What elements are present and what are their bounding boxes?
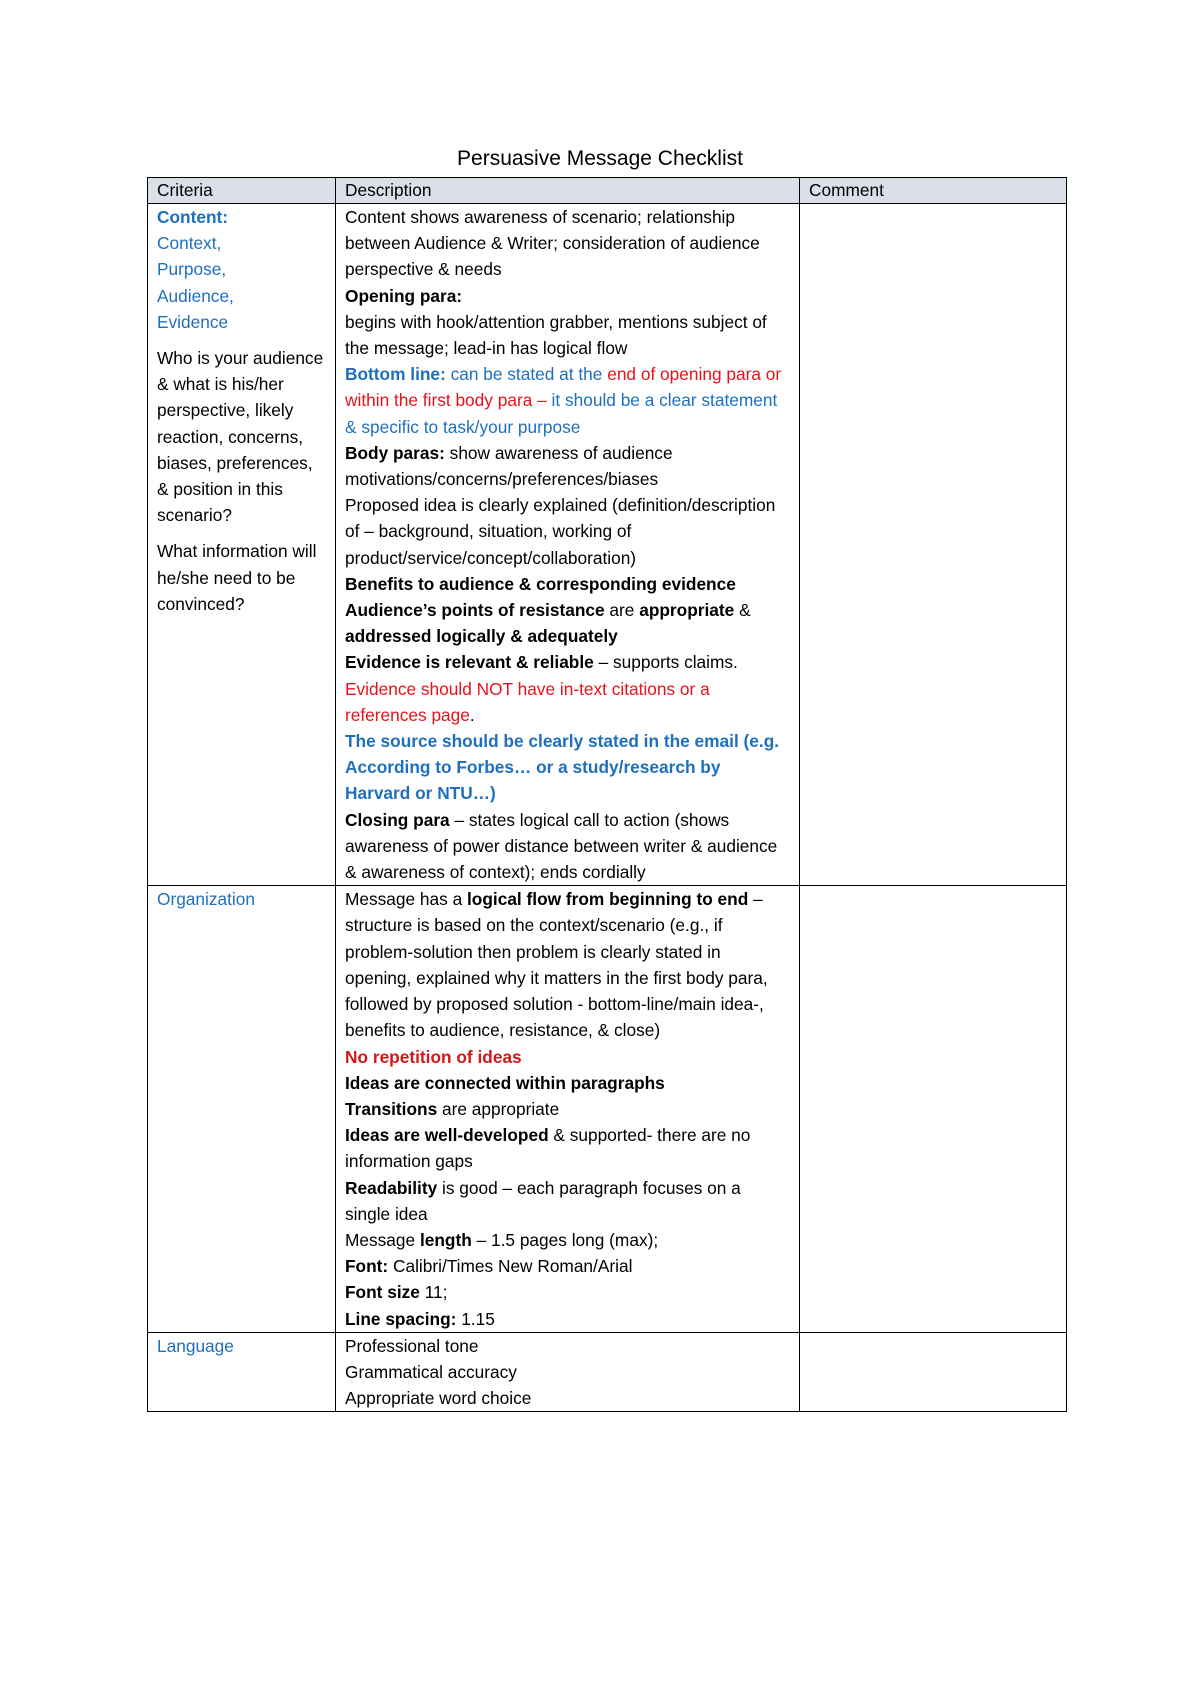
table-row-organization (148, 886, 1067, 1332)
msg-b: logical flow from beginning to end (467, 889, 749, 910)
body-paras-text: show awareness of audience motivations/concerns/preferences/biases (345, 442, 673, 490)
evidence-label: Evidence is relevant & reliable (345, 652, 594, 673)
desc-language-item: Grammatical accuracy (345, 1361, 517, 1382)
closing-text: – states logical call to action (shows awareness of power distance between writer & audience & awareness of context); ends cordially (345, 809, 778, 883)
length-b: length (419, 1229, 472, 1250)
developed-text: & supported- there are no information gaps (345, 1125, 751, 1172)
header-criteria: Criteria (148, 178, 336, 204)
desc-closing (345, 807, 790, 886)
checklist-table (147, 177, 1067, 1412)
desc-opening-label: Opening para: (345, 285, 463, 306)
readability-label: Readability (345, 1177, 438, 1198)
desc-font-size (345, 1279, 790, 1305)
comment-cell-content[interactable] (800, 204, 1067, 886)
description-cell-organization (336, 886, 800, 1332)
bottom-line-text-b: end of opening para or within the first body para – (345, 364, 782, 411)
resistance-d: & (734, 600, 751, 621)
desc-source: The source should be clearly stated in the email (e.g. According to Forbes… or a study/research by Harvard or NTU…) (345, 731, 780, 804)
desc-awareness: Content shows awareness of scenario; relationship between Audience & Writer; consideration of audience perspective & needs (345, 207, 760, 280)
desc-benefits: Benefits to audience & corresponding evidence (345, 573, 736, 594)
resistance-b: are (604, 600, 640, 621)
criteria-heading-content: Content: (157, 207, 229, 227)
criteria-cell-language (148, 1332, 336, 1412)
evidence-dot: . (469, 704, 475, 725)
desc-evidence (345, 649, 790, 675)
desc-proposed: Proposed idea is clearly explained (definition/description of – background, situation, working of product/service/concept/collaboration) (345, 495, 776, 568)
evidence-text: – supports claims. (593, 652, 738, 673)
resistance-c: appropriate (639, 600, 735, 621)
description-cell-content (336, 204, 800, 886)
body-paras-label: Body paras: (345, 442, 445, 463)
bottom-line-text-c: it should be a clear statement & specific to task/your purpose (345, 390, 778, 437)
criteria-cell-content (148, 204, 336, 886)
desc-connected: Ideas are connected within paragraphs (345, 1072, 665, 1093)
desc-evidence-warning (345, 676, 790, 728)
font-size-label: Font size (345, 1282, 420, 1303)
resistance-a: Audience’s points of resistance (345, 600, 605, 621)
evidence-red: Evidence should NOT have in-text citations or a references page (345, 678, 710, 725)
description-cell-language (336, 1332, 800, 1412)
length-a: Message (345, 1229, 420, 1250)
comment-cell-language[interactable] (800, 1332, 1067, 1412)
desc-resistance (345, 597, 790, 649)
closing-label: Closing para (345, 809, 450, 830)
transitions-text: are appropriate (437, 1098, 560, 1119)
developed-label: Ideas are well-developed (345, 1125, 549, 1146)
criteria-item: Evidence (157, 311, 229, 332)
desc-message-flow (345, 886, 790, 1043)
desc-length (345, 1227, 790, 1253)
desc-opening-text: begins with hook/attention grabber, mentions subject of the message; lead-in has logical flow (345, 311, 767, 359)
header-row (148, 178, 1067, 204)
criteria-question: What information will he/she need to be convinced? (157, 541, 317, 614)
criteria-heading-language: Language (157, 1335, 234, 1356)
desc-bottom-line (345, 361, 790, 440)
criteria-question: Who is your audience & what is his/her perspective, likely reaction, concerns, biases, preferences, & position in this scenario? (157, 348, 324, 526)
bottom-line-text-a: can be stated at the (445, 364, 608, 385)
desc-no-repetition: No repetition of ideas (345, 1046, 522, 1067)
msg-c: – structure is based on the context/scenario (e.g., if problem-solution then problem is clearly stated in opening, explained why it matters in the first body para, followed by proposed solution - bottom-line/main idea-, benefits to audience, resistance, & close) (345, 889, 768, 1041)
criteria-cell-organization (148, 886, 336, 1332)
desc-language-item: Professional tone (345, 1335, 479, 1356)
desc-line-spacing (345, 1306, 790, 1332)
criteria-heading-organization: Organization (157, 889, 255, 910)
criteria-item: Purpose, (157, 259, 227, 280)
msg-a: Message has a (345, 889, 467, 910)
font-size-text: 11; (419, 1282, 448, 1303)
desc-body-paras (345, 440, 790, 492)
line-spacing-text: 1.15 (456, 1308, 495, 1329)
table-row-language (148, 1332, 1067, 1412)
desc-developed (345, 1122, 790, 1174)
line-spacing-label: Line spacing: (345, 1308, 457, 1329)
desc-font (345, 1253, 790, 1279)
readability-text: is good – each paragraph focuses on a single idea (345, 1177, 741, 1224)
criteria-item: Context, (157, 233, 222, 254)
bottom-line-label: Bottom line: (345, 364, 446, 385)
resistance-e: addressed logically & adequately (345, 626, 618, 647)
header-description: Description (336, 178, 800, 204)
table-row-content (148, 204, 1067, 886)
length-c: – 1.5 pages long (max); (471, 1229, 659, 1250)
header-comment: Comment (800, 178, 1067, 204)
font-label: Font: (345, 1256, 389, 1277)
desc-transitions (345, 1096, 790, 1122)
desc-language-item: Appropriate word choice (345, 1388, 532, 1409)
page-title: Persuasive Message Checklist (457, 147, 743, 170)
desc-readability (345, 1175, 790, 1227)
font-text: Calibri/Times New Roman/Arial (388, 1256, 633, 1277)
transitions-label: Transitions (345, 1098, 438, 1119)
comment-cell-organization[interactable] (800, 886, 1067, 1332)
criteria-item: Audience, (157, 285, 234, 306)
